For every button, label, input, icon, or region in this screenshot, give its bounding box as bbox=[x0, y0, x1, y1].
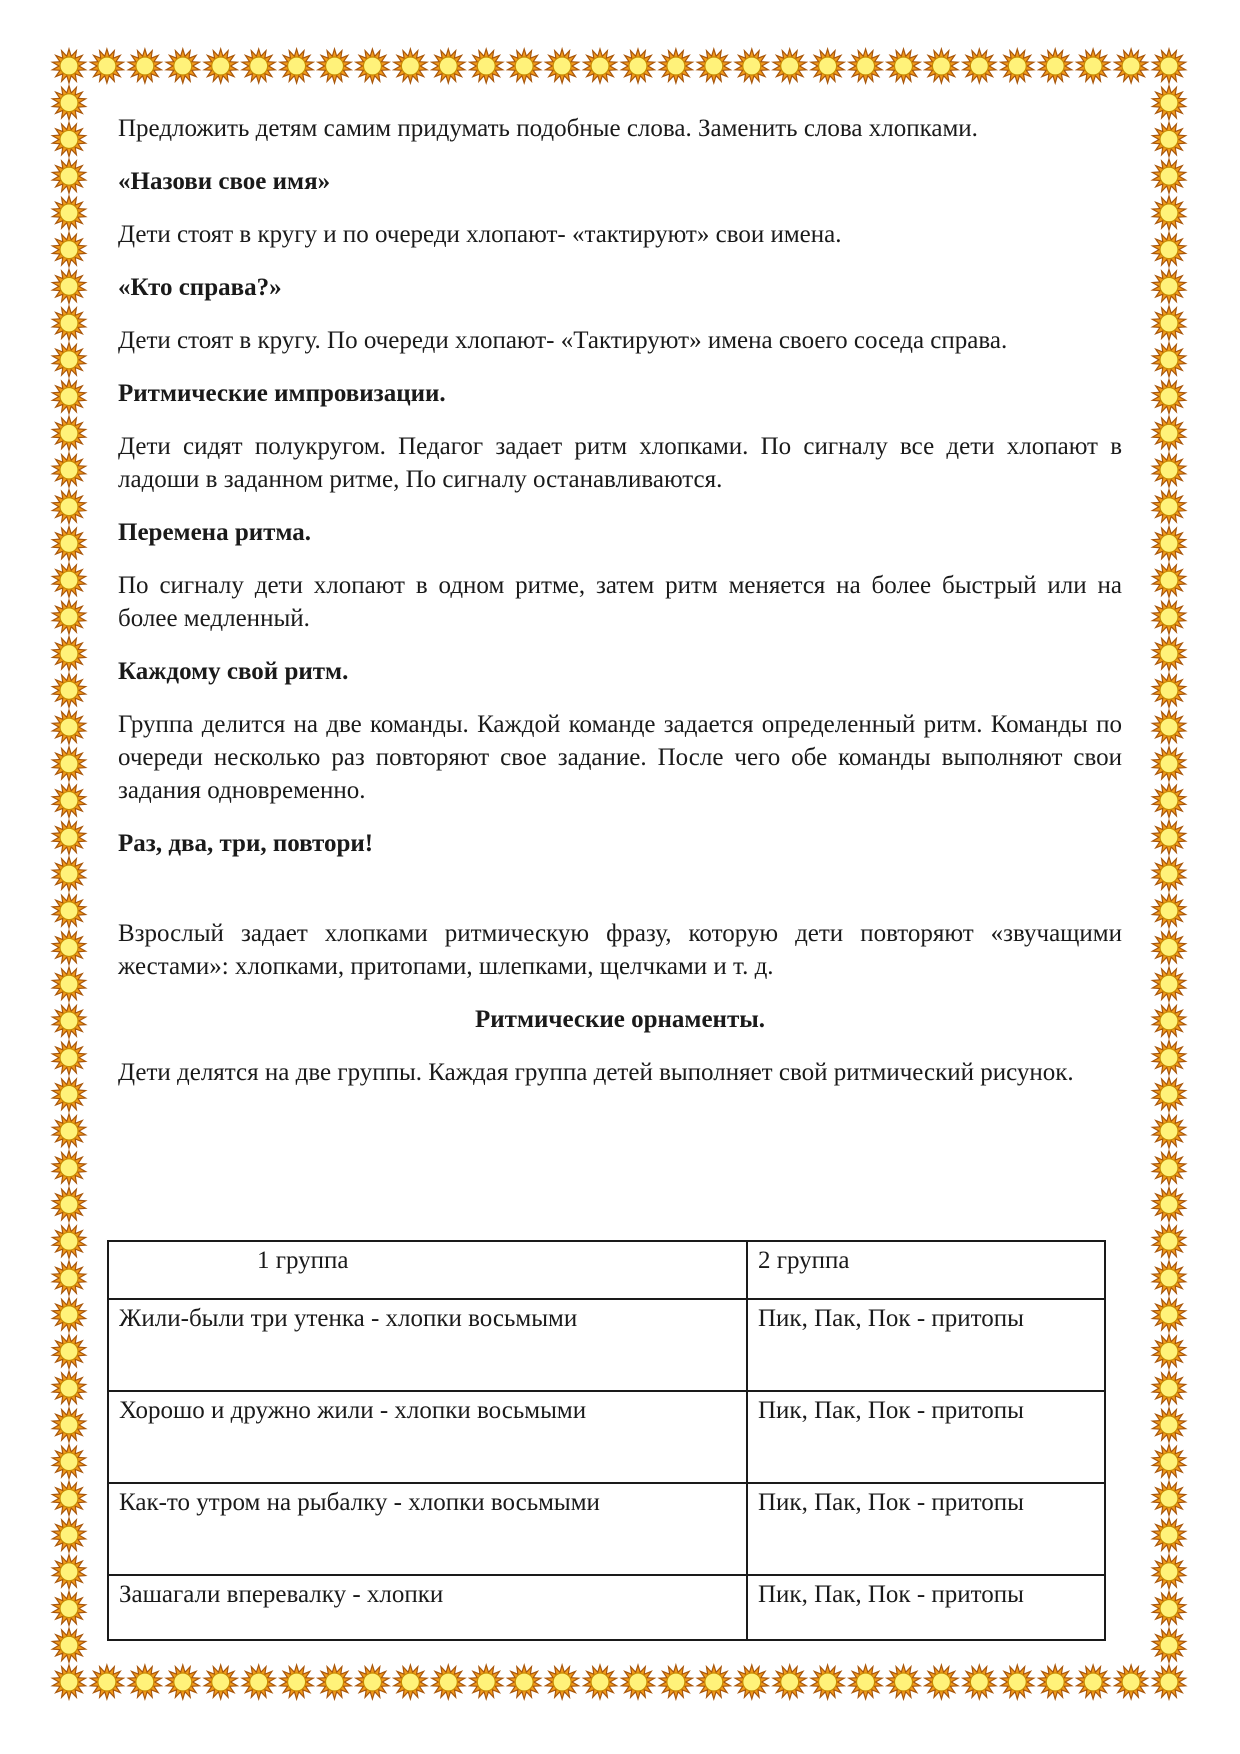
sun-icon bbox=[773, 1665, 806, 1699]
sun-icon bbox=[1152, 1335, 1185, 1369]
sun-icon bbox=[52, 931, 85, 965]
sun-icon bbox=[1152, 306, 1185, 340]
sun-icon bbox=[508, 49, 541, 83]
header-group-1: 1 группа bbox=[108, 1241, 747, 1299]
sun-icon bbox=[925, 49, 958, 83]
sun-icon bbox=[1152, 196, 1185, 230]
sun-icon bbox=[887, 1665, 920, 1699]
sun-icon bbox=[90, 49, 123, 83]
sun-icon bbox=[963, 49, 996, 83]
game-text-right: Дети стоят в кругу. По очереди хлопают- «Тактируют» имена своего соседа справа. bbox=[118, 327, 1008, 354]
sun-icon bbox=[166, 1665, 199, 1699]
sun-icon bbox=[52, 563, 85, 597]
sun-icon bbox=[52, 527, 85, 561]
game-text-repeat: Взрослый задает хлопками ритмическую фразу, которую дети повторяют «звучащими жестами»: хлопками, притопами, шлепками, щелчками и т. д. bbox=[118, 920, 1122, 980]
sun-icon bbox=[1001, 1665, 1034, 1699]
sun-icon bbox=[1152, 159, 1185, 193]
sun-icon bbox=[394, 49, 427, 83]
sun-icon bbox=[52, 1151, 85, 1185]
sun-icon bbox=[1152, 380, 1185, 414]
sun-icon bbox=[1152, 1408, 1185, 1442]
table-cell: Зашагали вперевалку - хлопки bbox=[108, 1575, 747, 1640]
sun-icon bbox=[1152, 1077, 1185, 1111]
sun-icon bbox=[52, 196, 85, 230]
sun-icon bbox=[52, 1188, 85, 1222]
sun-icon bbox=[1152, 1004, 1185, 1038]
game-title-repeat: Раз, два, три, повтори! bbox=[118, 830, 374, 857]
rhythm-table bbox=[107, 1240, 1106, 1641]
sun-icon bbox=[1152, 1665, 1185, 1699]
sun-icon bbox=[52, 1224, 85, 1258]
intro-paragraph: Предложить детям самим придумать подобные слова. Заменить слова хлопками. bbox=[118, 115, 978, 142]
sun-icon bbox=[432, 49, 465, 83]
sun-icon bbox=[849, 1665, 882, 1699]
table-cell: Пик, Пак, Пок - притопы bbox=[747, 1575, 1105, 1640]
sun-icon bbox=[318, 1665, 351, 1699]
sun-icon bbox=[697, 1665, 730, 1699]
game-title-name: «Назови свое имя» bbox=[118, 168, 331, 195]
sun-icon bbox=[52, 269, 85, 303]
sun-icon bbox=[1152, 967, 1185, 1001]
sun-icon bbox=[52, 673, 85, 707]
sun-icon bbox=[659, 49, 692, 83]
game-text-ornaments: Дети делятся на две группы. Каждая группа детей выполняет свой ритмический рисунок. bbox=[118, 1059, 1074, 1086]
sun-icon bbox=[1152, 123, 1185, 157]
sun-icon bbox=[318, 49, 351, 83]
sun-icon bbox=[621, 1665, 654, 1699]
game-text-improv: Дети сидят полукругом. Педагог задает ритм хлопками. По сигналу все дети хлопают в ладоши в заданном ритме, По сигналу останавливаются. bbox=[118, 433, 1122, 493]
sun-icon bbox=[1152, 490, 1185, 524]
table-cell: Пик, Пак, Пок - притопы bbox=[747, 1391, 1105, 1483]
sun-icon bbox=[1152, 343, 1185, 377]
table-row bbox=[108, 1391, 1105, 1483]
sun-icon bbox=[811, 49, 844, 83]
sun-icon bbox=[887, 49, 920, 83]
sun-icon bbox=[280, 1665, 313, 1699]
sun-icon bbox=[52, 1077, 85, 1111]
sun-icon bbox=[52, 1665, 85, 1699]
sun-icon bbox=[52, 1041, 85, 1075]
sun-icon bbox=[1152, 416, 1185, 450]
sun-icon bbox=[1152, 1445, 1185, 1479]
sun-icon bbox=[1039, 49, 1072, 83]
sun-icon bbox=[52, 1555, 85, 1589]
table-row bbox=[108, 1575, 1105, 1640]
sun-icon bbox=[546, 49, 579, 83]
spacer bbox=[118, 880, 1122, 917]
sun-icon bbox=[1152, 1261, 1185, 1295]
sun-icon bbox=[659, 1665, 692, 1699]
sun-icon bbox=[52, 820, 85, 854]
sun-icon bbox=[621, 49, 654, 83]
sun-icon bbox=[1152, 1188, 1185, 1222]
sun-icon bbox=[1152, 1555, 1185, 1589]
sun-icon bbox=[52, 159, 85, 193]
sun-icon bbox=[52, 233, 85, 267]
sun-icon bbox=[1152, 1628, 1185, 1662]
sun-icon bbox=[1152, 857, 1185, 891]
sun-icon bbox=[546, 1665, 579, 1699]
sun-icon bbox=[52, 637, 85, 671]
sun-icon bbox=[1152, 1151, 1185, 1185]
sun-icon bbox=[1152, 563, 1185, 597]
sun-icon bbox=[1152, 637, 1185, 671]
sun-icon bbox=[432, 1665, 465, 1699]
sun-icon bbox=[52, 490, 85, 524]
table-cell: Пик, Пак, Пок - притопы bbox=[747, 1483, 1105, 1575]
game-title-each: Каждому свой ритм. bbox=[118, 658, 349, 685]
sun-icon bbox=[242, 49, 275, 83]
table-cell: Хорошо и дружно жили - хлопки восьмыми bbox=[108, 1391, 747, 1483]
sun-icon bbox=[52, 1371, 85, 1405]
sun-icon bbox=[280, 49, 313, 83]
game-title-right: «Кто справа?» bbox=[118, 274, 282, 301]
game-text-name: Дети стоят в кругу и по очереди хлопают- «тактируют» свои имена. bbox=[118, 221, 842, 248]
sun-icon bbox=[1152, 453, 1185, 487]
sun-icon bbox=[697, 49, 730, 83]
sun-icon bbox=[90, 1665, 123, 1699]
table-row bbox=[108, 1299, 1105, 1391]
sun-icon bbox=[1077, 1665, 1110, 1699]
sun-icon bbox=[52, 710, 85, 744]
sun-icon bbox=[1152, 894, 1185, 928]
sun-icon bbox=[52, 380, 85, 414]
sun-icon bbox=[1152, 1041, 1185, 1075]
sun-icon bbox=[52, 600, 85, 634]
sun-icon bbox=[584, 49, 617, 83]
sun-icon bbox=[52, 1335, 85, 1369]
sun-icon bbox=[52, 1518, 85, 1552]
table-row bbox=[108, 1483, 1105, 1575]
sun-icon bbox=[1152, 527, 1185, 561]
game-text-change: По сигналу дети хлопают в одном ритме, затем ритм меняется на более быстрый или на более медленный. bbox=[118, 572, 1122, 632]
sun-icon bbox=[52, 1004, 85, 1038]
table-cell: Как-то утром на рыбалку - хлопки восьмыми bbox=[108, 1483, 747, 1575]
sun-icon bbox=[1001, 49, 1034, 83]
sun-icon bbox=[52, 1114, 85, 1148]
sun-icon bbox=[52, 1261, 85, 1295]
sun-icon bbox=[356, 1665, 389, 1699]
sun-icon bbox=[735, 49, 768, 83]
table-header-row bbox=[108, 1241, 1105, 1299]
sun-icon bbox=[52, 1592, 85, 1626]
sun-icon bbox=[52, 894, 85, 928]
sun-icon bbox=[849, 49, 882, 83]
sun-icon bbox=[52, 1445, 85, 1479]
sun-icon bbox=[52, 784, 85, 818]
sun-icon bbox=[1152, 1592, 1185, 1626]
sun-icon bbox=[1152, 1371, 1185, 1405]
sun-icon bbox=[963, 1665, 996, 1699]
sun-icon bbox=[1152, 1224, 1185, 1258]
sun-icon bbox=[52, 1481, 85, 1515]
sun-icon bbox=[52, 453, 85, 487]
sun-icon bbox=[52, 1298, 85, 1332]
sun-icon bbox=[52, 123, 85, 157]
sun-icon bbox=[52, 967, 85, 1001]
game-title-improv: Ритмические импровизации. bbox=[118, 380, 446, 407]
header-group-2: 2 группа bbox=[747, 1241, 1105, 1299]
sun-icon bbox=[1115, 1665, 1148, 1699]
sun-icon bbox=[1152, 1481, 1185, 1515]
sun-icon bbox=[1152, 1298, 1185, 1332]
sun-icon bbox=[52, 306, 85, 340]
sun-icon bbox=[1152, 49, 1185, 83]
sun-icon bbox=[584, 1665, 617, 1699]
sun-icon bbox=[1152, 233, 1185, 267]
sun-icon bbox=[1152, 673, 1185, 707]
sun-icon bbox=[52, 747, 85, 781]
sun-icon bbox=[52, 857, 85, 891]
sun-icon bbox=[242, 1665, 275, 1699]
section-title-ornaments: Ритмические орнаменты. bbox=[474, 1006, 766, 1033]
table-cell: Жили-были три утенка - хлопки восьмыми bbox=[108, 1299, 747, 1391]
sun-icon bbox=[1152, 747, 1185, 781]
sun-icon bbox=[1152, 86, 1185, 120]
sun-icon bbox=[925, 1665, 958, 1699]
sun-icon bbox=[128, 49, 161, 83]
table-cell: Пик, Пак, Пок - притопы bbox=[747, 1299, 1105, 1391]
sun-icon bbox=[1152, 710, 1185, 744]
sun-icon bbox=[52, 86, 85, 120]
sun-icon bbox=[204, 1665, 237, 1699]
sun-icon bbox=[1115, 49, 1148, 83]
sun-icon bbox=[773, 49, 806, 83]
sun-icon bbox=[1152, 931, 1185, 965]
sun-icon bbox=[1077, 49, 1110, 83]
sun-icon bbox=[735, 1665, 768, 1699]
sun-icon bbox=[394, 1665, 427, 1699]
sun-icon bbox=[1152, 820, 1185, 854]
document-body bbox=[118, 112, 1122, 1109]
sun-icon bbox=[811, 1665, 844, 1699]
sun-icon bbox=[52, 1628, 85, 1662]
sun-icon bbox=[52, 1408, 85, 1442]
game-text-each: Группа делится на две команды. Каждой команде задается определенный ритм. Команды по очереди несколько раз повторяют свое задание. После чего обе команды выполняют свои задания одновременно. bbox=[118, 711, 1122, 804]
sun-icon bbox=[470, 49, 503, 83]
sun-icon bbox=[1152, 1518, 1185, 1552]
sun-icon bbox=[356, 49, 389, 83]
sun-icon bbox=[166, 49, 199, 83]
sun-icon bbox=[128, 1665, 161, 1699]
game-title-change: Перемена ритма. bbox=[118, 519, 312, 546]
sun-icon bbox=[204, 49, 237, 83]
sun-icon bbox=[1152, 1114, 1185, 1148]
sun-icon bbox=[1039, 1665, 1072, 1699]
sun-icon bbox=[52, 343, 85, 377]
sun-icon bbox=[470, 1665, 503, 1699]
sun-icon bbox=[508, 1665, 541, 1699]
sun-icon bbox=[52, 416, 85, 450]
sun-icon bbox=[1152, 600, 1185, 634]
sun-icon bbox=[52, 49, 85, 83]
sun-icon bbox=[1152, 784, 1185, 818]
sun-icon bbox=[1152, 269, 1185, 303]
